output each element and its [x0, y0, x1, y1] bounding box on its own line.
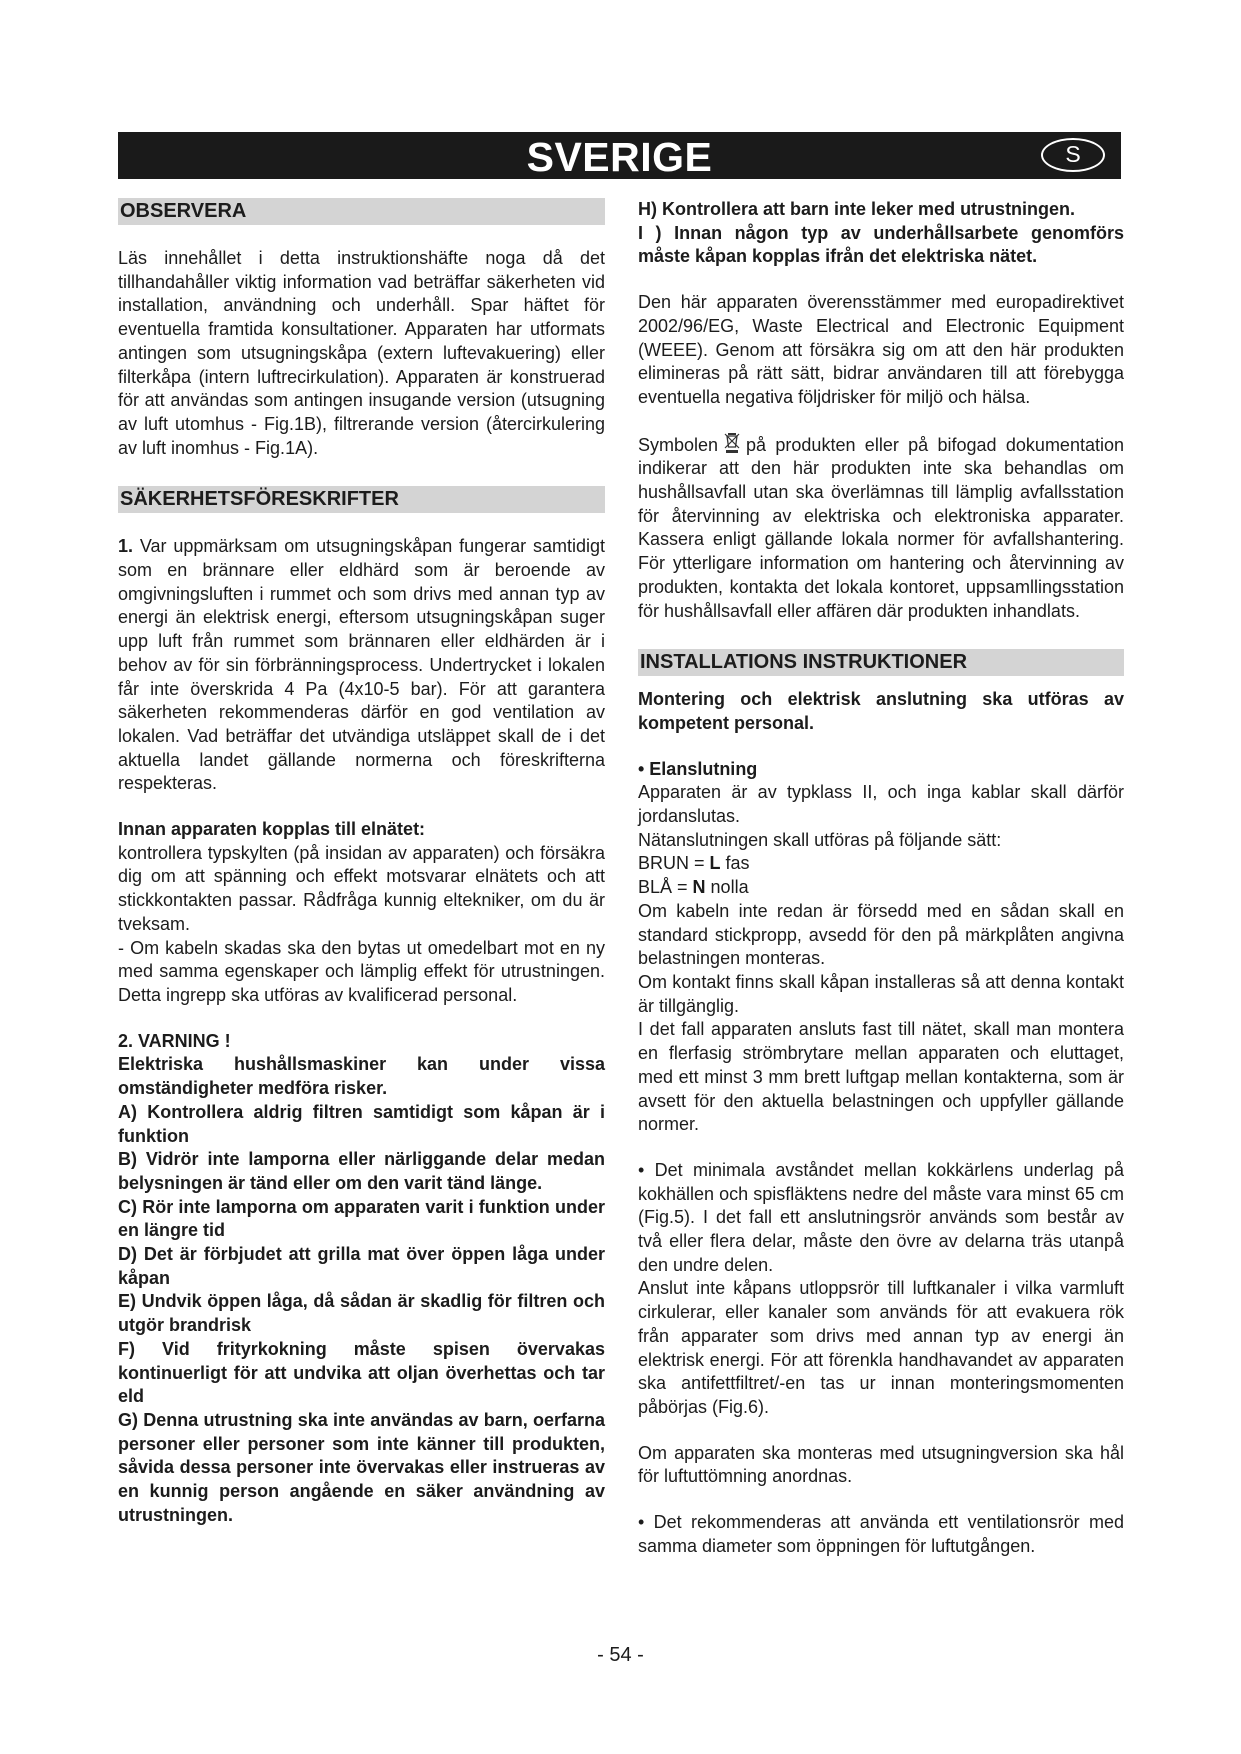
item-number: 1. — [118, 536, 134, 557]
fast-text: I det fall apparaten ansluts fast till nätet, skall man montera en flerfasig strömbrytare mellan apparaten och eluttaget, med ett minst 3 mm brett luftgap mellan kontakterna, som är avsett för den aktuella belastningen och uppfyller gällande normer. — [638, 1019, 1124, 1135]
elnat-heading: Innan apparaten kopplas till elnätet: — [118, 819, 426, 840]
wire-code: N — [692, 877, 706, 898]
wire-brown: BRUN = L fas — [638, 853, 750, 874]
wire-code: L — [709, 853, 721, 874]
avstand-text: • Det minimala avståndet mellan kokkärlens underlag på kokhällen och spisfläktens nedre del måste vara minst 65 cm (Fig.5). I det fall ett anslutningsrör används som består av två eller flera delar, måste den övre av delarna träs utanpå den undre delen. — [638, 1159, 1124, 1275]
natanslutning-text: Nätanslutningen skall utföras på följande sätt: — [638, 829, 1002, 850]
rule-b: B) Vidrör inte lamporna eller närliggande delar medan belysningen är tänd eller om den varit tänd länge. — [118, 1149, 605, 1193]
kabel-body: - Om kabeln skadas ska den bytas ut omedelbart mot en ny med samma egenskaper och lämplig effekt för utrustningen. Detta ingrepp ska utföras av kvalificerad personal. — [118, 937, 605, 1005]
section-heading-installation: INSTALLATIONS INSTRUKTIONER — [638, 649, 1124, 676]
wire-blue: BLÅ = N nolla — [638, 877, 749, 898]
varning-heading: 2. VARNING ! — [118, 1030, 231, 1051]
section-heading-observera: OBSERVERA — [118, 198, 605, 225]
symbol-body: på produkten eller på bifogad dokumentation indikerar att den här produkten inte ska behandlas om hushållsavfall utan ska överlämnas till lämplig avfallsstation för återvinning av elektriska och elektroniska apparater. Kassera enligt gällande lokala normer för avfallshantering. För ytterligare information om hantering och återvinning av produkten, kontakta det lokala kontoret, uppsamllingsstation för hushållsavfall eller affären där produkten inhandlats. — [638, 434, 1124, 621]
ventilation-text: • Det rekommenderas att använda ett ventilationsrör med samma diameter som öppningen för luftutgången. — [638, 1512, 1124, 1556]
installation-intro: Montering och elektrisk anslutning ska utföras av kompetent personal. — [638, 689, 1124, 733]
rule-g: G) Denna utrustning ska inte användas av barn, oerfarna personer eller personer som inte känner till produkten, såvida dessa personer inte övervakas eller instrueras av en kunnig person angående en säker användning av utrustningen. — [118, 1409, 605, 1525]
title-banner — [118, 132, 1121, 179]
varning-intro: Elektriska hushållsmaskiner kan under vissa omständigheter medföra risker. — [118, 1054, 605, 1099]
elanslutning-heading: • Elanslutning — [638, 758, 758, 779]
item-body: Var uppmärksam om utsugningskåpan fungerar samtidigt som en brännare eller eldhärd som är beroende av omgivningsluften i rummet och som drivs med annan typ av energi än elektrisk energi, eftersom utsugningskåpan suger upp luft från rummet som brännaren eller eldhärden är i behov av för sin förbränningsprocess. Undertrycket i lokalen får inte överskrida 4 Pa (4x10-5 bar). För att garantera säkerheten rekommenderas därför en god ventilation av lokalen. Vad beträffar det utvändiga utsläppet skall de i det aktuella landet gällande normerna och föreskrifterna respekteras. — [118, 536, 605, 794]
rule-h: H) Kontrollera att barn inte leker med utrustningen. — [638, 199, 1076, 219]
symbol-lead: Symbolen — [638, 434, 719, 455]
kontakt-text: Om kontakt finns skall kåpan installeras så att denna kontakt är tillgänglig. — [638, 971, 1124, 1016]
right-column — [638, 198, 1124, 1558]
rule-i: I ) Innan någon typ av underhållsarbete genomförs måste kåpan kopplas ifrån det elektriska nätet. — [638, 222, 1124, 267]
utsugning-text: Om apparaten ska monteras med utsugningversion ska hål för luftuttömning anordnas. — [638, 1442, 1124, 1487]
observera-body: Läs innehållet i detta instruktionshäfte noga då det tillhandahåller viktig information vad beträffar säkerheten vid installation, användning och underhåll. Spar häftet för eventuella framtida konsultationer. Apparaten har utformats antingen som utsugningskåpa (extern luftevakuering) eller filterkåpa (intern luftrecirkulation). Apparaten är konstruerad för att användas som antingen insugande version (utsugning av luft utomhus - Fig.1B), filtrerande version (återcirkulering av luft inomhus - Fig.1A). — [118, 248, 605, 458]
rule-d: D) Det är förbjudet att grilla mat över öppen låga under kåpan — [118, 1244, 605, 1288]
rule-a: A) Kontrollera aldrig filtren samtidigt som kåpan är i funktion — [118, 1101, 605, 1146]
rule-c: C) Rör inte lamporna om apparaten varit i funktion under en längre tid — [118, 1196, 605, 1241]
typklass-text: Apparaten är av typklass II, och inga kablar skall därför jordanslutas. — [638, 782, 1124, 827]
page-title: SVERIGE — [526, 134, 713, 180]
weee-body: Den här apparaten överensstämmer med europadirektivet 2002/96/EG, Waste Electrical and Electronic Equipment (WEEE). Genom att försäkra sig om att den här produkten elimineras på rätt sätt, bidrar användaren till att förebygga eventuella negativa följdrisker för miljö och hälsa. — [638, 292, 1124, 407]
page-number: - 54 - — [597, 1644, 644, 1666]
rule-e: E) Undvik öppen låga, då sådan är skadlig för filtren och utgör brandrisk — [118, 1291, 605, 1336]
anslut-text: Anslut inte kåpans utloppsrör till luftkanaler i vilka varmluft cirkulerar, eller kanaler som används för att evakuera rök från apparater som drivs med annan typ av energi än elektrisk energi. För att förenkla handhavandet av apparaten ska antifettfiltret/-en tas ur innan monteringsmomenten påbörjas (Fig.6). — [638, 1278, 1124, 1417]
kabel-text: Om kabeln inte redan är försedd med en sådan skall en standard stickpropp, avsedd för den på märkplåten angivna belastningen monteras. — [638, 900, 1124, 969]
symbol-paragraph — [638, 432, 1124, 624]
safety-item-1 — [118, 535, 605, 796]
rule-f: F) Vid frityrkokning måste spisen övervakas kontinuerligt för att undvika att oljan överhettas och tar eld — [118, 1338, 605, 1407]
elnat-body: kontrollera typskylten (på insidan av apparaten) och försäkra dig om att spänning och effekt motsvarar elnätets och att stickkontakten passar. Rådfråga kunnig eltekniker, om du är tveksam. — [118, 842, 605, 934]
weee-bin-icon — [724, 432, 740, 454]
left-column — [118, 198, 605, 1527]
country-badge: S — [1041, 138, 1105, 172]
section-heading-sakerhet: SÄKERHETSFÖRESKRIFTER — [118, 486, 605, 513]
